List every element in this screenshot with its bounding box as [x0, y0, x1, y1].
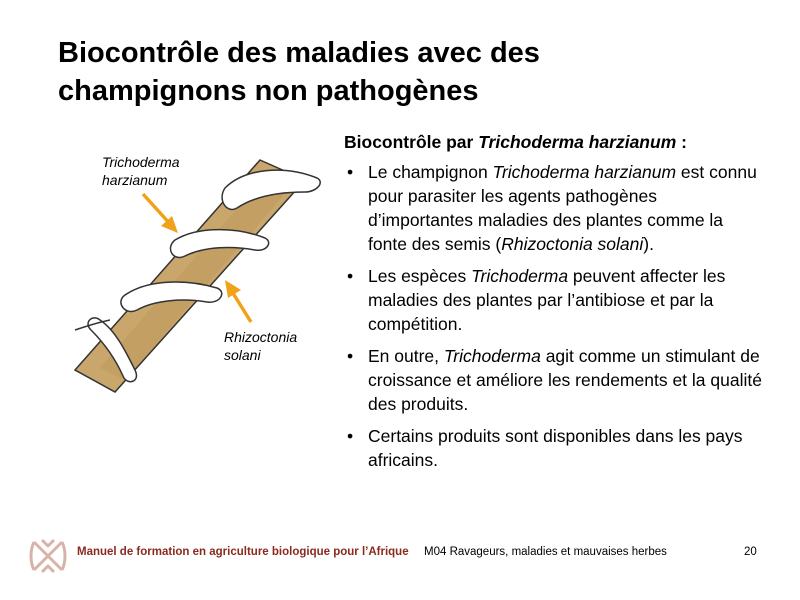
bullet-text: agit comme un stimulant de croissance et améliore les rendements et la qualité des produits. — [368, 346, 762, 414]
heading-species: Trichoderma harzianum — [478, 132, 677, 152]
label-trichoderma-line-1: Trichoderma — [102, 154, 180, 170]
footer-module: M04 Ravageurs, maladies et mauvaises herbes — [424, 546, 667, 558]
bullet-italic: Trichoderma — [443, 346, 541, 366]
page-number: 20 — [744, 546, 757, 558]
bullet-text: Le champignon — [368, 162, 493, 182]
bullet-icon: • — [347, 266, 354, 286]
heading-prefix: Biocontrôle par — [344, 132, 479, 152]
bullet-italic: Trichoderma harzianum — [492, 162, 677, 182]
title-line-2: champignons non pathogènes — [58, 75, 479, 107]
label-rhizoctonia-line-1: Rhizoctonia — [224, 329, 298, 345]
content-heading — [344, 130, 764, 154]
bullet-text: Les espèces — [368, 266, 472, 286]
bullet-item-3 — [344, 344, 764, 416]
bullet-icon: • — [347, 162, 354, 182]
bullet-text: peuvent affecter les maladies des plantes par l’antibiose et par la compétition. — [368, 266, 726, 334]
bullet-italic: Trichoderma — [471, 266, 569, 286]
bullet-item-1 — [344, 160, 764, 256]
bullet-text: En outre, — [368, 346, 444, 366]
label-trichoderma-harzianum — [102, 153, 212, 189]
label-trichoderma-line-2: harzianum — [102, 172, 168, 188]
slide-title — [58, 34, 758, 110]
bullet-item-2 — [344, 264, 764, 336]
bullet-list — [344, 160, 764, 472]
bullet-text: est connu pour parasiter les agents pathogènes d’importantes maladies des plantes comme la fonte des semis ( — [368, 162, 757, 254]
bullet-italic: Rhizoctonia solani — [501, 234, 644, 254]
arrow-trichoderma-icon — [143, 194, 178, 233]
content-panel — [344, 130, 764, 480]
bullet-icon: • — [347, 346, 354, 366]
footer-manual-title: Manuel de formation en agriculture biologique pour l’Afrique — [77, 546, 409, 558]
label-rhizoctonia-solani — [224, 328, 334, 364]
bullet-text: ). — [643, 234, 654, 254]
arrow-rhizoctonia-icon — [225, 280, 251, 322]
label-rhizoctonia-line-2: solani — [224, 347, 261, 363]
bullet-text: Certains produits sont disponibles dans les pays africains. — [368, 426, 743, 470]
title-line-1: Biocontrôle des maladies avec des — [58, 37, 540, 69]
bullet-item-4 — [344, 424, 764, 472]
manual-logo-icon — [28, 536, 68, 576]
bullet-icon: • — [347, 426, 354, 446]
heading-suffix: : — [676, 132, 687, 152]
